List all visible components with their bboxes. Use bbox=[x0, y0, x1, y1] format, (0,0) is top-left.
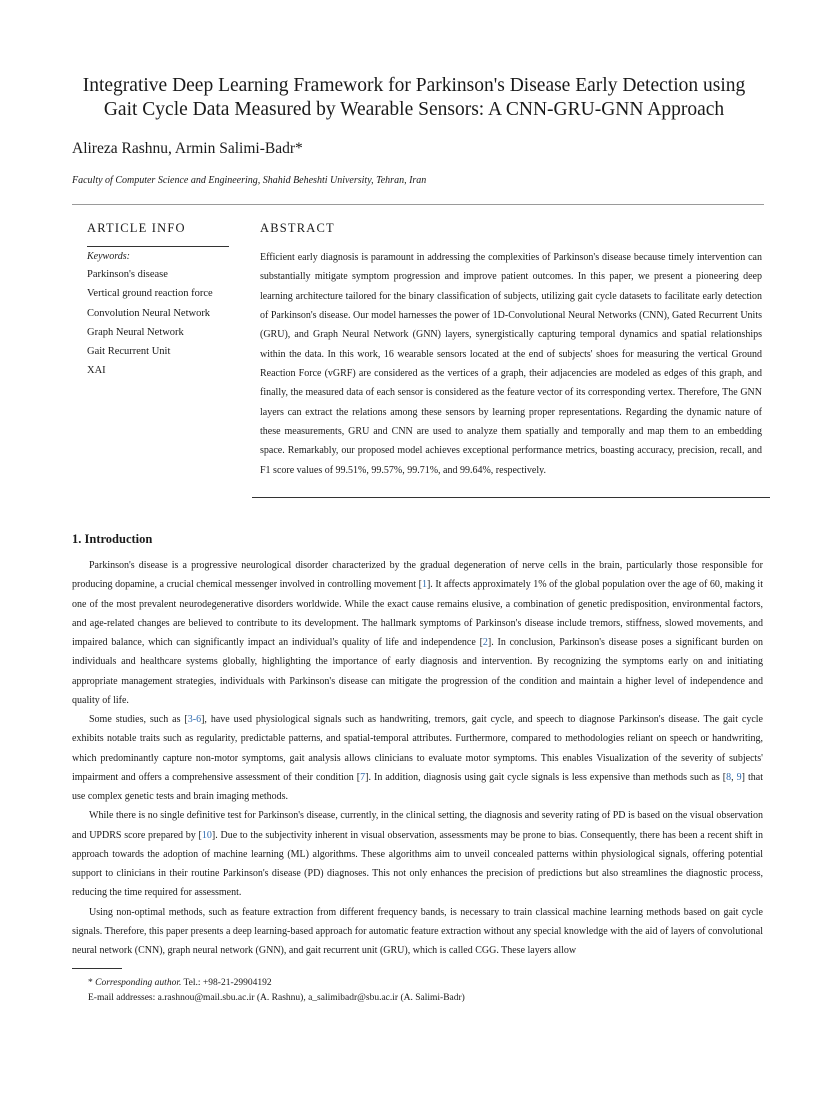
paragraph bbox=[72, 806, 763, 902]
affiliation: Faculty of Computer Science and Engineering, Shahid Beheshti University, Tehran, Iran bbox=[72, 175, 427, 186]
citation-link[interactable]: 10 bbox=[201, 829, 212, 841]
text-run: ], have used physiological signals such as handwriting, tremors, gait cycle, and speech to diagnose Parkinson's disease. The gait cycle exhibits notable traits such as regularity, predictable patterns, and spatial-temporal attributes. Furthermore, compared to methodologies reliant on speech or handwriting, which predominantly capture non-motor symptoms, gait analysis allows clinicians to evaluate motor symptoms. This enables Visualization of the severity of subjects' impairment and offers a comprehensive assessment of their condition [ bbox=[72, 714, 763, 783]
article-info-heading: ARTICLE INFO bbox=[87, 221, 186, 235]
footnote-corresponding bbox=[88, 977, 272, 989]
paper-title bbox=[60, 74, 768, 122]
keyword-item: Convolution Neural Network bbox=[87, 307, 211, 319]
corresponding-label: Corresponding author. bbox=[95, 978, 182, 988]
text-run: ]. It affects approximately 1% of the global population over the age of 60, making it one of the most prevalent neurodegenerative disorders worldwide. While the exact cause remains elusive, a combination of genetic predisposition, environmental factors, and age-related changes are believed to contribute to its development. The hallmark symptoms of Parkinson's disease include tremors, stiffness, slowed movements, and impaired balance, which can significantly impact an individual's quality of life and independence [ bbox=[72, 579, 763, 648]
footnote-divider bbox=[72, 968, 122, 969]
abstract-divider bbox=[252, 497, 770, 498]
title-line-1: Integrative Deep Learning Framework for Parkinson's Disease Early Detection using bbox=[82, 75, 746, 96]
citation-link[interactable]: 2 bbox=[482, 637, 488, 648]
keywords-label: Keywords: bbox=[87, 251, 130, 262]
keywords-divider bbox=[87, 246, 229, 247]
citation-link[interactable]: 7 bbox=[360, 771, 366, 783]
title-line-2: Gait Cycle Data Measured by Wearable Sensors: A CNN-GRU-GNN Approach bbox=[103, 99, 725, 120]
footnote-star: * bbox=[88, 978, 96, 988]
keyword-item: Graph Neural Network bbox=[87, 326, 184, 338]
text-run: Some studies, such as [ bbox=[89, 714, 188, 725]
introduction-body bbox=[72, 556, 763, 960]
keyword-item: XAI bbox=[87, 365, 106, 377]
citation-link[interactable]: 8 bbox=[726, 771, 732, 783]
citation-link[interactable]: 9 bbox=[736, 771, 742, 783]
keyword-item: Vertical ground reaction force bbox=[87, 288, 213, 300]
author-list: Alireza Rashnu, Armin Salimi-Badr* bbox=[72, 140, 303, 157]
text-run: ]. Due to the subjectivity inherent in visual observation, assessments may be prone to bias. Consequently, there has been a recent shift in approach towards the adoption of machine learning (ML) algorithms. These algorithms aim to unveil concealed patterns within physiological signals, offering potential support to clinicians in their routine Parkinson's disease (PD) diagnoses. This not only enhances the precision of predictions but also streamlines the diagnostic process, reducing the time required for assessment. bbox=[72, 829, 763, 899]
footnote-emails: E-mail addresses: a.rashnou@mail.sbu.ac.ir (A. Rashnu), a_salimibadr@sbu.ac.ir (A. Salimi-Badr) bbox=[88, 993, 465, 1003]
keyword-item: Gait Recurrent Unit bbox=[87, 346, 171, 358]
text-run: ]. In addition, diagnosis using gait cycle signals is less expensive than methods such as [ bbox=[365, 771, 727, 783]
header-divider bbox=[72, 204, 764, 205]
section-heading-introduction: 1. Introduction bbox=[72, 532, 153, 546]
abstract-heading: ABSTRACT bbox=[260, 221, 335, 235]
text-run: Parkinson's disease is a progressive neurological disorder characterized by the gradual degeneration of nerve cells in the brain, particularly those responsible for producing dopamine, a crucial chemical messenger involved in controlling movement [ bbox=[72, 560, 763, 591]
paragraph: Using non-optimal methods, such as feature extraction from different frequency bands, is necessary to train classical machine learning methods based on gait cycle signals. Therefore, this paper presents a deep learning-based approach for automatic feature extraction without any special knowledge with the aid of layers of convolutional neural network (CNN), graph neural network (GNN), and gait recurrent unit (GRU), which is called CGG. These layers allow bbox=[72, 906, 763, 956]
paragraph bbox=[72, 710, 763, 806]
text-run: , bbox=[731, 771, 737, 783]
text-run: While there is no single definitive test for Parkinson's disease, currently, in the clinical setting, the diagnosis and severity rating of PD is based on the visual observation and UPDRS score prepared by [ bbox=[72, 810, 763, 841]
abstract-text: Efficient early diagnosis is paramount in addressing the complexities of Parkinson's disease because timely intervention can substantially mitigate symptom progression and improve patient outcomes. In this paper, we present a pioneering deep learning architecture tailored for the binary classification of subjects, utilizing gait cycle datasets to facilitate early detection of Parkinson's disease. Our model harnesses the power of 1D-Convolutional Neural Networks (CNN), Gated Recurrent Units (GRU), and Graph Neural Network (GNN) layers, synergistically capturing temporal dynamics and spatial relationships within the data. In this work, 16 wearable sensors located at the end of subjects' shoes for measuring the vertical Ground Reaction Force (vGRF) are considered as the vertices of a graph, their adjacencies are modeled as edges of this graph, and finally, the measured data of each sensor is considered as the feature vector of its corresponding vertex. Therefore, The GNN layers can extract the relations among these sensors by learning proper representations. Regarding the dynamic nature of these measurements, GRU and CNN are used to analyze them spatially and temporally and map them to an embedding space. Remarkably, our proposed model achieves exceptional performance metrics, boasting accuracy, precision, recall, and F1 score values of 99.51%, 99.57%, 99.71%, and 99.64%, respectively. bbox=[260, 252, 762, 476]
citation-link[interactable]: 3-6 bbox=[187, 714, 202, 725]
keyword-list bbox=[87, 268, 213, 384]
keyword-item: Parkinson's disease bbox=[87, 269, 168, 280]
paragraph bbox=[72, 556, 763, 710]
footnote-tel: Tel.: +98-21-29904192 bbox=[181, 978, 272, 988]
text-run: ] that use complex genetic tests and brain imaging methods. bbox=[72, 771, 763, 802]
text-run: ]. In conclusion, Parkinson's disease poses a significant burden on individuals and healthcare systems globally, highlighting the importance of early diagnosis and intervention. By recognizing the symptoms early on and initiating appropriate management strategies, individuals with Parkinson's disease can mitigate the progression of the condition and maintain a higher level of independence and quality of life. bbox=[72, 637, 763, 706]
citation-link[interactable]: 1 bbox=[421, 579, 427, 591]
